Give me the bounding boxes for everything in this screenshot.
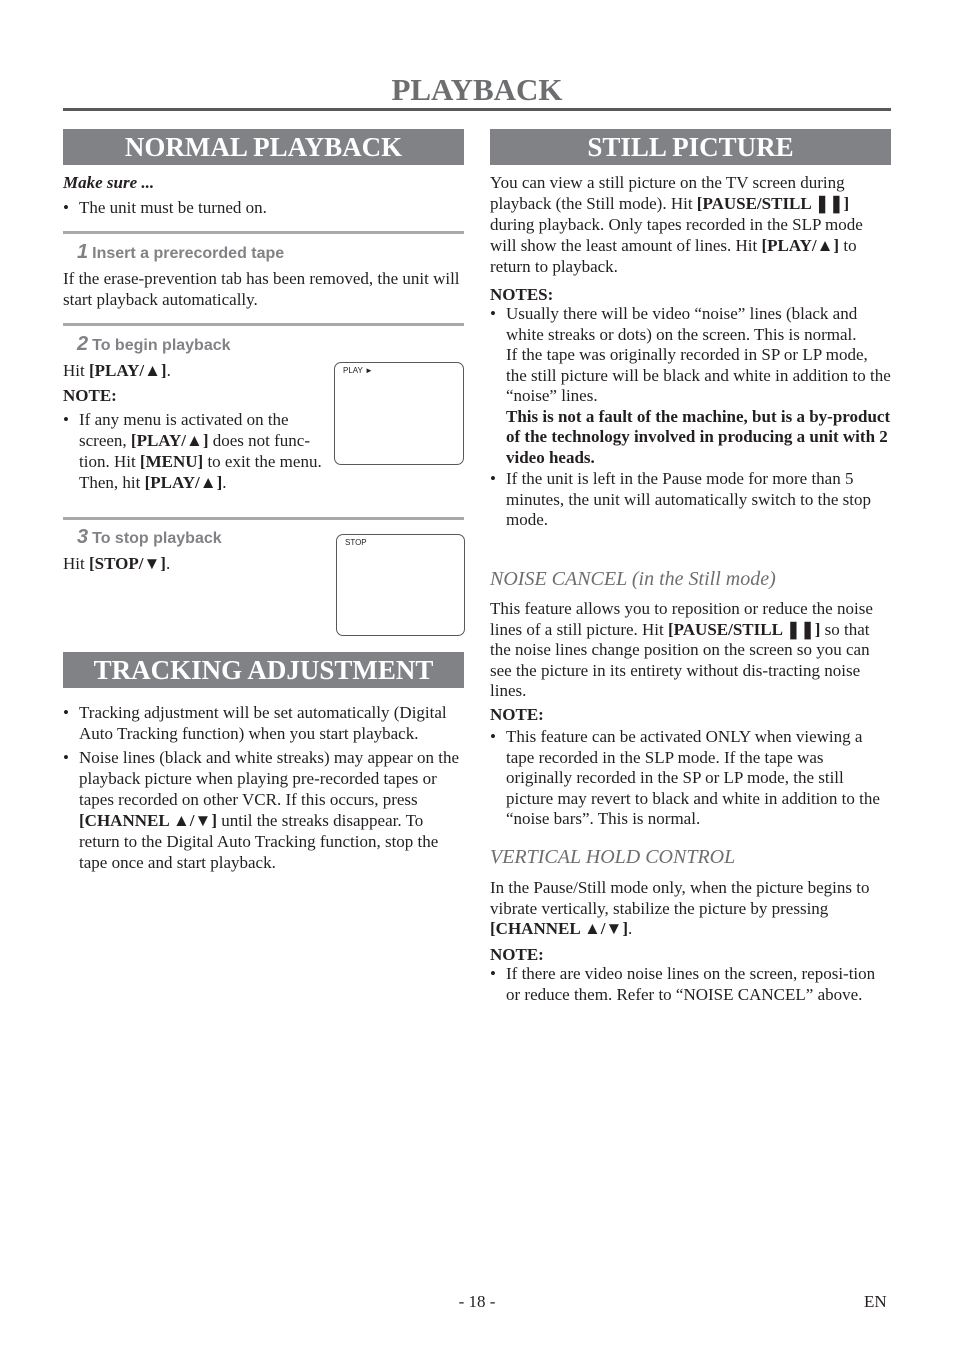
step-2-divider: [63, 323, 464, 326]
vertical-hold-text: In the Pause/Still mode only, when the picture begins to vibrate vertically, stabilize the picture by pressing [CHANNEL ▲/▼].: [490, 878, 870, 938]
normal-playback-heading: NORMAL PLAYBACK: [63, 129, 464, 165]
step-2-heading: [63, 334, 231, 356]
page-number: - 18 -: [458, 1292, 496, 1311]
tracking-adjustment-heading: TRACKING ADJUSTMENT: [63, 652, 464, 688]
tracking-list: [63, 702, 464, 873]
step-2-note-label: NOTE:: [63, 386, 117, 405]
step-1-text: If the erase-prevention tab has been removed, the unit will start playback automatically.: [63, 269, 460, 309]
noise-cancel-note: • This feature can be activated ONLY when viewing a tape recorded in the SLP mode. If the tape was originally recorded in the SP or LP mode, the still picture may revert to black and white in addition to the “noise bars”. This is normal.: [490, 727, 891, 830]
noise-cancel-heading: NOISE CANCEL (in the Still mode): [490, 568, 776, 590]
stop-key: [STOP/▼]: [88, 554, 166, 573]
vertical-hold-note: • If there are video noise lines on the screen, reposi-tion or reduce them. Refer to “NOISE CANCEL” above.: [490, 964, 891, 1005]
vertical-hold-note-list: [490, 964, 891, 1005]
step-2-title: To begin playback: [92, 337, 231, 354]
step-1-title: Insert a prerecorded tape: [92, 245, 285, 262]
make-sure-list: [63, 197, 464, 218]
step-1-divider: [63, 231, 464, 234]
step-2-note: • If any menu is activated on the screen, [PLAY/▲] does not func-tion. Hit [MENU] to exit the menu. Then, hit [PLAY/▲].: [63, 409, 331, 493]
step-3-heading: [63, 527, 222, 549]
vertical-hold-heading: VERTICAL HOLD CONTROL: [490, 846, 736, 868]
noise-cancel-note-label: NOTE:: [490, 705, 544, 724]
step-3-divider: [63, 517, 464, 520]
title-divider: [63, 108, 891, 111]
step-3-title: To stop playback: [92, 530, 222, 547]
still-picture-heading: STILL PICTURE: [490, 129, 891, 165]
still-picture-intro: You can view a still picture on the TV screen during playback (the Still mode). Hit [PAUSE/STILL ❚❚] during playback. Only tapes recorded in the SLP mode will show the least amount of lines. Hit [PLAY/▲] to return to playback.: [490, 173, 863, 276]
still-note-1: • Usually there will be video “noise” lines (black and white streaks or dots) on the screen. This is normal. If the tape was originally recorded in SP or LP mode, the still picture will be black and white in addition to the “noise” lines. This is not a fault of the machine, but is a by-product of the technology involved in producing a unit with 2 video heads.: [490, 304, 891, 468]
step-3-instruction: Hit [STOP/▼].: [63, 554, 171, 573]
still-note-2: • If the unit is left in the Pause mode for more than 5 minutes, the unit will automatically switch to the stop mode.: [490, 469, 891, 531]
step-1-heading: [63, 242, 284, 264]
language-code: EN: [864, 1292, 887, 1311]
still-notes-label: NOTES:: [490, 285, 554, 304]
make-sure-item: • The unit must be turned on.: [63, 197, 464, 218]
play-osd-text: PLAY ►: [343, 366, 373, 375]
step-3-number: 3: [77, 526, 89, 548]
tracking-bullet-1: • Tracking adjustment will be set automatically (Digital Auto Tracking function) when you start playback.: [63, 702, 464, 744]
step-2-instruction: Hit [PLAY/▲].: [63, 361, 171, 380]
stop-screen-illustration: [336, 534, 465, 636]
step-2-number: 2: [77, 333, 89, 355]
play-screen-illustration: [334, 362, 464, 465]
still-notes-list: [490, 304, 891, 531]
page-title: PLAYBACK: [391, 72, 563, 107]
make-sure-label: Make sure ...: [63, 173, 155, 192]
noise-cancel-text: This feature allows you to reposition or reduce the noise lines of a still picture. Hit [PAUSE/STILL ❚❚] so that the noise lines change position on the screen so you can see the picture in its entirety without dis-tracting noise lines.: [490, 599, 873, 700]
play-key: [PLAY/▲]: [88, 361, 167, 380]
tracking-bullet-2: • Noise lines (black and white streaks) may appear on the playback picture when playing pre-recorded tapes or tapes recorded on other VCR. If this occurs, press [CHANNEL ▲/▼] until the streaks disappear. To return to the Digital Auto Tracking function, stop the tape once and start playback.: [63, 747, 464, 873]
step-1-number: 1: [77, 241, 89, 263]
stop-osd-text: STOP: [345, 538, 367, 547]
vertical-hold-note-label: NOTE:: [490, 945, 544, 964]
step-2-note-list: [63, 409, 331, 493]
noise-cancel-note-list: [490, 727, 891, 830]
